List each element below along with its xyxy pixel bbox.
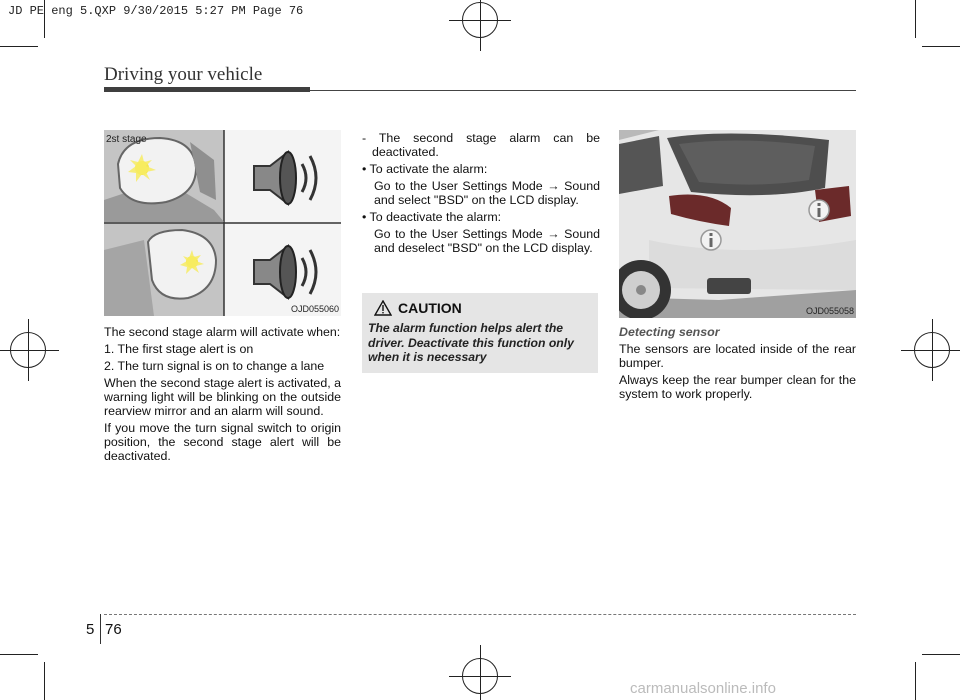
registration-mark — [10, 332, 46, 368]
crop-mark — [44, 662, 45, 700]
crop-mark — [0, 46, 38, 47]
activate-instructions: Go to the User Settings Mode → Sound and select "BSD" on the LCD display. — [374, 179, 600, 207]
header-rule — [310, 90, 856, 91]
crop-mark — [0, 654, 38, 655]
rear-car-illustration — [619, 130, 856, 318]
figure-code: OJD055060 — [290, 304, 339, 314]
mirror-alarm-illustration — [104, 130, 341, 316]
deactivate-instructions: Go to the User Settings Mode → Sound and deselect "BSD" on the LCD display. — [374, 227, 600, 255]
caution-title: CAUTION — [398, 300, 462, 316]
print-slug: JD PE eng 5.QXP 9/30/2015 5:27 PM Page 76 — [8, 4, 304, 18]
caution-text: The alarm function helps alert the driver. Deactivate this function only when it is necessary — [368, 321, 574, 364]
condition-item: 1. The first stage alert is on — [104, 342, 254, 356]
section-title: Driving your vehicle — [104, 64, 263, 85]
intro-text: The second stage alarm will activate when: — [104, 325, 341, 339]
paragraph: Always keep the rear bumper clean for the system to work properly. — [619, 373, 856, 401]
page-number: 76 — [105, 621, 122, 638]
paragraph: The sensors are located inside of the rear bumper. — [619, 342, 856, 370]
crop-mark — [915, 0, 916, 38]
watermark: carmanualsonline.info — [630, 680, 776, 697]
activate-label: • To activate the alarm: — [362, 162, 488, 176]
crop-mark — [922, 654, 960, 655]
footer-rule — [104, 614, 856, 615]
figure-rear-bumper — [619, 130, 856, 318]
registration-mark — [462, 2, 498, 38]
stage-label: 2st stage — [106, 134, 147, 145]
condition-item: 2. The turn signal is on to change a lane — [104, 359, 325, 373]
caution-box — [362, 293, 598, 373]
warning-triangle-icon — [374, 300, 392, 316]
figure-code: OJD055058 — [805, 306, 854, 316]
figure-mirror-alarm — [104, 130, 341, 316]
deactivate-note: - The second stage alarm can be deactivated. — [362, 131, 600, 159]
section-number: 5 — [86, 621, 95, 638]
paragraph: When the second stage alert is activated, a warning light will be blinking on the outside rearview mirror and an alarm will sound. — [104, 376, 341, 418]
crop-mark — [915, 662, 916, 700]
caution-header — [374, 300, 462, 316]
deactivate-label: • To deactivate the alarm: — [362, 210, 502, 224]
subheading: Detecting sensor — [619, 325, 720, 339]
right-column — [619, 325, 856, 404]
middle-column — [362, 131, 600, 258]
footer-divider — [100, 614, 101, 644]
registration-mark — [462, 658, 498, 694]
paragraph: If you move the turn signal switch to origin position, the second stage alert will be deactivated. — [104, 421, 341, 463]
left-column — [104, 325, 341, 466]
crop-mark — [922, 46, 960, 47]
registration-mark — [914, 332, 950, 368]
header-bar — [104, 87, 310, 92]
